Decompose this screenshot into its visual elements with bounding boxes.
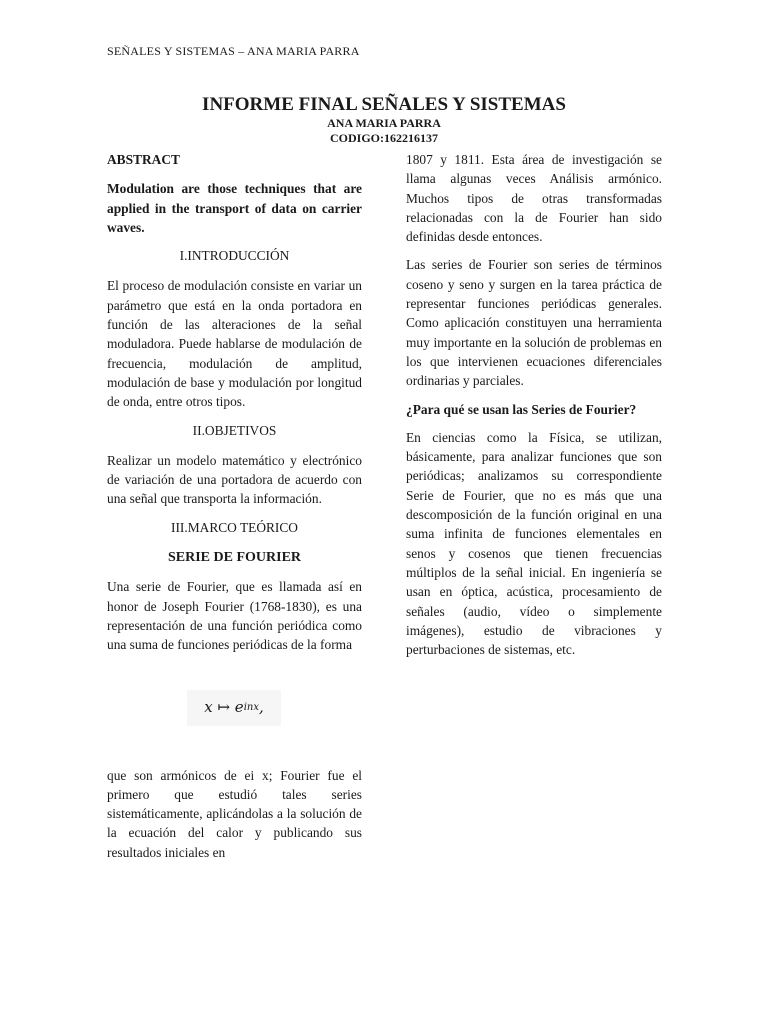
- introduction-heading: I.INTRODUCCIÓN: [179, 248, 290, 264]
- formula-base: x ↦ e: [204, 697, 244, 716]
- objectives-paragraph: Realizar un modelo matemático y electrónico de variación de una portadora de acuerdo con una señal que transporta la información.: [107, 452, 362, 507]
- objectives-heading: II.OBJETIVOS: [192, 422, 277, 438]
- formula-exponent: inx: [243, 701, 259, 713]
- theory-heading: III.MARCO TEÓRICO: [171, 519, 298, 535]
- abstract-text: Modulation are those techniques that are applied in the transport of data on carrier waves.: [107, 181, 362, 235]
- left-column: [107, 150, 362, 871]
- introduction-paragraph: El proceso de modulación consiste en variar un parámetro que está en la onda portadora en función de las alteraciones de la señal moduladora. Puede hablarse de modulación de frecuencia, modulación de amplitud, modulación de base y modulación por longitud de onda, entre otros tipos.: [107, 278, 362, 410]
- abstract-heading: ABSTRACT: [107, 152, 180, 167]
- student-code: CODIGO:162216137: [330, 131, 438, 145]
- fourier-series-heading: SERIE DE FOURIER: [167, 550, 302, 566]
- author-name: ANA MARIA PARRA: [327, 116, 441, 130]
- formula-tail: ,: [258, 697, 264, 716]
- title-block: [0, 94, 768, 146]
- running-header: SEÑALES Y SISTEMAS – ANA MARIA PARRA: [107, 44, 360, 58]
- fourier-series-paragraph: Una serie de Fourier, que es llamada así en honor de Joseph Fourier (1768-1830), es una representación de una función periódica como una suma de funciones periódicas de la forma: [107, 579, 362, 653]
- usage-paragraph: En ciencias como la Física, se utilizan, básicamente, para analizar funciones que son periódicas; analizamos su correspondiente Serie de Fourier, que no es más que una descomposición de la función original en una suma infinita de funciones elementales en senos y cosenos que tienen frecuencias múltiplos de la señal inicial. En ingeniería se usan en óptica, acústica, procesamiento de señales (audio, vídeo o simplemente imágenes), estudio de vibraciones y perturbaciones de sistemas, etc.: [406, 429, 662, 658]
- series-definition-paragraph: Las series de Fourier son series de términos coseno y seno y surgen en la tarea práctica de representar funciones periódicas generales. Como aplicación constituyen una herramienta muy importante en la solución de problemas en los que intervienen ecuaciones diferenciales ordinarias y parciales.: [406, 257, 662, 389]
- history-paragraph: 1807 y 1811. Esta área de investigación se llama algunas veces Análisis armónico. Muchos tipos de otras transformadas relacionadas con la de Fourier han sido definidas desde entonces.: [406, 152, 662, 245]
- document-title: INFORME FINAL SEÑALES Y SISTEMAS: [202, 94, 566, 115]
- usage-question-heading: ¿Para qué se usan las Series de Fourier?: [406, 401, 637, 417]
- harmonics-paragraph: que son armónicos de ei x; Fourier fue el primero que estudió tales series sistemáticamente, aplicándolas a la solución de la ecuación del calor y publicando sus resultados iniciales en: [107, 767, 362, 860]
- right-column: [406, 150, 662, 668]
- formula-image: [187, 690, 281, 726]
